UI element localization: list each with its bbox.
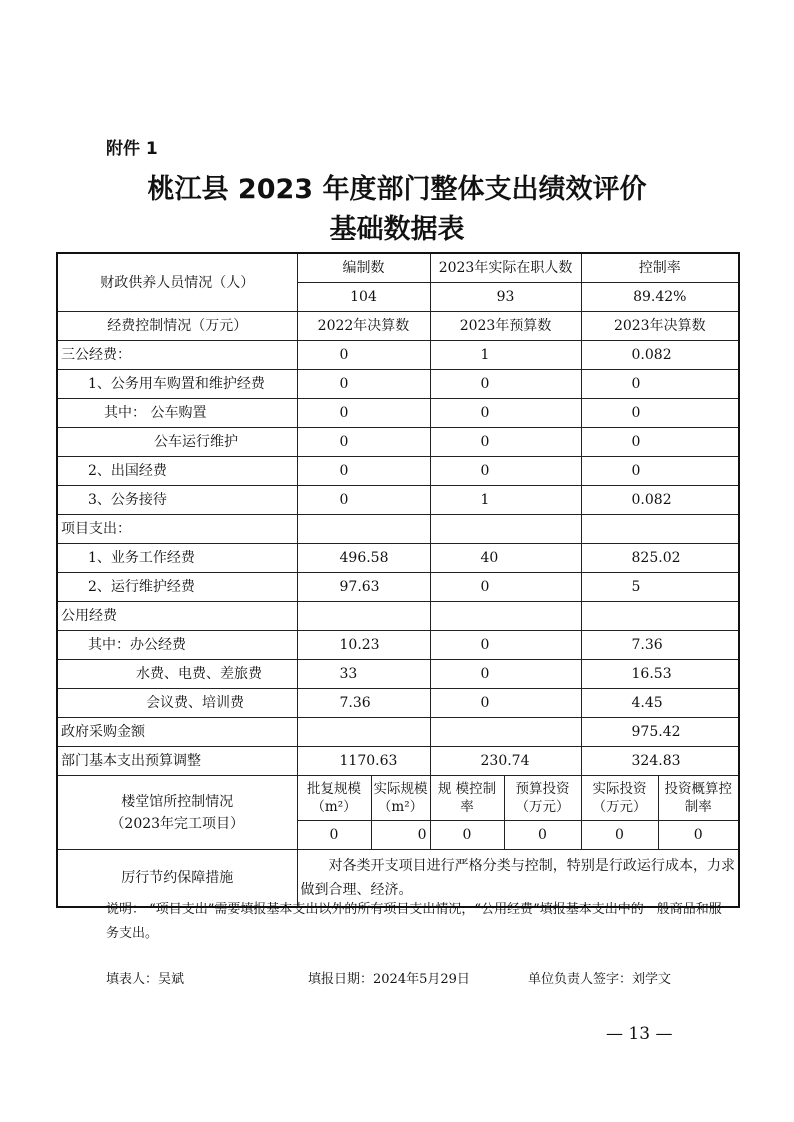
building-label xyxy=(57,776,297,850)
expense-row-label: 2、出国经费 xyxy=(57,457,297,486)
expense-row-value: 0 xyxy=(297,428,430,457)
expense-row-value xyxy=(581,515,739,544)
attachment-label: 附件 1 xyxy=(106,139,158,159)
expense-row-label: 会议费、培训费 xyxy=(57,689,297,718)
expense-header-row xyxy=(57,312,739,341)
expense-row-value: 230.74 xyxy=(430,747,581,776)
expense-row-value: 0.082 xyxy=(581,341,739,370)
expense-row xyxy=(57,370,739,399)
building-header-actual: 实际规模（m²） xyxy=(371,776,430,821)
staff-value-rate: 89.42% xyxy=(581,283,739,312)
expense-row xyxy=(57,573,739,602)
expense-row-value: 0 xyxy=(430,457,581,486)
expense-row-label: 水费、电费、差旅费 xyxy=(57,660,297,689)
expense-row-value: 0 xyxy=(430,573,581,602)
building-value-invest-rate: 0 xyxy=(658,821,739,850)
expense-row xyxy=(57,602,739,631)
expense-row xyxy=(57,747,739,776)
expense-row-value: 496.58 xyxy=(297,544,430,573)
building-value-scale-rate: 0 xyxy=(430,821,504,850)
data-table xyxy=(56,252,740,908)
staff-header-quota: 编制数 xyxy=(297,253,430,283)
expense-label: 经费控制情况（万元） xyxy=(57,312,297,341)
expense-row-value: 0 xyxy=(430,631,581,660)
expense-row-label: 1、公务用车购置和维护经费 xyxy=(57,370,297,399)
building-header-approved: 批复规模（m²） xyxy=(297,776,371,821)
building-value-actual: 0 xyxy=(371,821,430,850)
expense-row-value: 0 xyxy=(430,399,581,428)
building-value-budget-invest: 0 xyxy=(504,821,581,850)
building-value-approved: 0 xyxy=(297,821,371,850)
expense-row xyxy=(57,486,739,515)
staff-value-actual: 93 xyxy=(430,283,581,312)
expense-row-label: 项目支出： xyxy=(57,515,297,544)
document-subtitle: 基础数据表 xyxy=(329,214,465,245)
expense-row xyxy=(57,341,739,370)
expense-row-value: 7.36 xyxy=(581,631,739,660)
staff-label: 财政供养人员情况（人） xyxy=(57,253,297,312)
expense-row-value: 0 xyxy=(297,399,430,428)
expense-row xyxy=(57,399,739,428)
expense-row-value: 0 xyxy=(430,689,581,718)
expense-row xyxy=(57,544,739,573)
building-value-actual-invest: 0 xyxy=(581,821,658,850)
fill-date: 填报日期：2024年5月29日 xyxy=(308,972,470,987)
expense-row-label: 公车运行维护 xyxy=(57,428,297,457)
expense-row-label: 1、业务工作经费 xyxy=(57,544,297,573)
expense-row-value: 0 xyxy=(430,370,581,399)
expense-row-label: 2、运行维护经费 xyxy=(57,573,297,602)
expense-row-value: 975.42 xyxy=(581,718,739,747)
expense-row-value xyxy=(297,602,430,631)
expense-row-value xyxy=(430,718,581,747)
expense-row-value xyxy=(430,515,581,544)
expense-row xyxy=(57,428,739,457)
expense-row-label: 三公经费： xyxy=(57,341,297,370)
building-header-scale-rate: 规 模控制率 xyxy=(430,776,504,821)
expense-row xyxy=(57,631,739,660)
building-header-row xyxy=(57,776,739,821)
document-title: 桃江县 2023 年度部门整体支出绩效评价 xyxy=(147,174,647,205)
responsible-signature: 单位负责人签字：刘学文 xyxy=(528,972,672,987)
measures-text: 对各类开支项目进行严格分类与控制，特别是行政运行成本，力求做到合理、经济。 xyxy=(297,850,739,908)
expense-row-value: 0 xyxy=(581,399,739,428)
staff-header-rate: 控制率 xyxy=(581,253,739,283)
expense-row-value: 825.02 xyxy=(581,544,739,573)
expense-row-value: 7.36 xyxy=(297,689,430,718)
expense-row-value: 33 xyxy=(297,660,430,689)
building-label-line1: 楼堂馆所控制情况 xyxy=(121,793,234,810)
expense-row xyxy=(57,457,739,486)
expense-row-value xyxy=(297,718,430,747)
expense-row xyxy=(57,660,739,689)
expense-row-value: 97.63 xyxy=(297,573,430,602)
expense-row-value: 0 xyxy=(297,370,430,399)
table-note: 说明： “项目支出”需要填报基本支出以外的所有项目支出情况，“公用经费”填报基本支出中的一般商品和服务支出。 xyxy=(106,902,722,941)
expense-header-2023-budget: 2023年预算数 xyxy=(430,312,581,341)
expense-row-value: 0 xyxy=(581,428,739,457)
expense-row-value: 0 xyxy=(297,341,430,370)
expense-row-label: 公用经费 xyxy=(57,602,297,631)
expense-row-value: 0 xyxy=(297,457,430,486)
building-label-line2: （2023年完工项目） xyxy=(110,815,245,832)
measures-label: 厉行节约保障措施 xyxy=(57,850,297,908)
expense-row-value: 0 xyxy=(430,428,581,457)
expense-row-value: 1170.63 xyxy=(297,747,430,776)
building-header-budget-invest: 预算投资（万元） xyxy=(504,776,581,821)
expense-row-label: 其中：办公经费 xyxy=(57,631,297,660)
expense-row-value xyxy=(581,602,739,631)
expense-row-value xyxy=(430,602,581,631)
expense-row-value: 0 xyxy=(430,660,581,689)
staff-value-quota: 104 xyxy=(297,283,430,312)
page-number: — 13 — xyxy=(606,1024,673,1044)
expense-row-value: 10.23 xyxy=(297,631,430,660)
expense-header-2022: 2022年决算数 xyxy=(297,312,430,341)
expense-row-value: 0.082 xyxy=(581,486,739,515)
expense-row xyxy=(57,515,739,544)
staff-header-row xyxy=(57,253,739,283)
expense-row-label: 其中： 公车购置 xyxy=(57,399,297,428)
expense-row-value: 5 xyxy=(581,573,739,602)
expense-row-label: 政府采购金额 xyxy=(57,718,297,747)
expense-row-value: 324.83 xyxy=(581,747,739,776)
staff-header-actual: 2023年实际在职人数 xyxy=(430,253,581,283)
expense-row xyxy=(57,689,739,718)
expense-row-value: 0 xyxy=(581,370,739,399)
expense-row-value: 1 xyxy=(430,486,581,515)
expense-row-value: 4.45 xyxy=(581,689,739,718)
expense-header-2023-final: 2023年决算数 xyxy=(581,312,739,341)
building-header-invest-rate: 投资概算控制率 xyxy=(658,776,739,821)
expense-row-value: 0 xyxy=(581,457,739,486)
filler-name: 填表人：吴斌 xyxy=(106,972,185,987)
expense-row xyxy=(57,718,739,747)
expense-row-label: 3、公务接待 xyxy=(57,486,297,515)
expense-row-value: 16.53 xyxy=(581,660,739,689)
expense-row-value xyxy=(297,515,430,544)
expense-row-label: 部门基本支出预算调整 xyxy=(57,747,297,776)
expense-row-value: 40 xyxy=(430,544,581,573)
building-header-actual-invest: 实际投资（万元） xyxy=(581,776,658,821)
expense-row-value: 0 xyxy=(297,486,430,515)
expense-row-value: 1 xyxy=(430,341,581,370)
